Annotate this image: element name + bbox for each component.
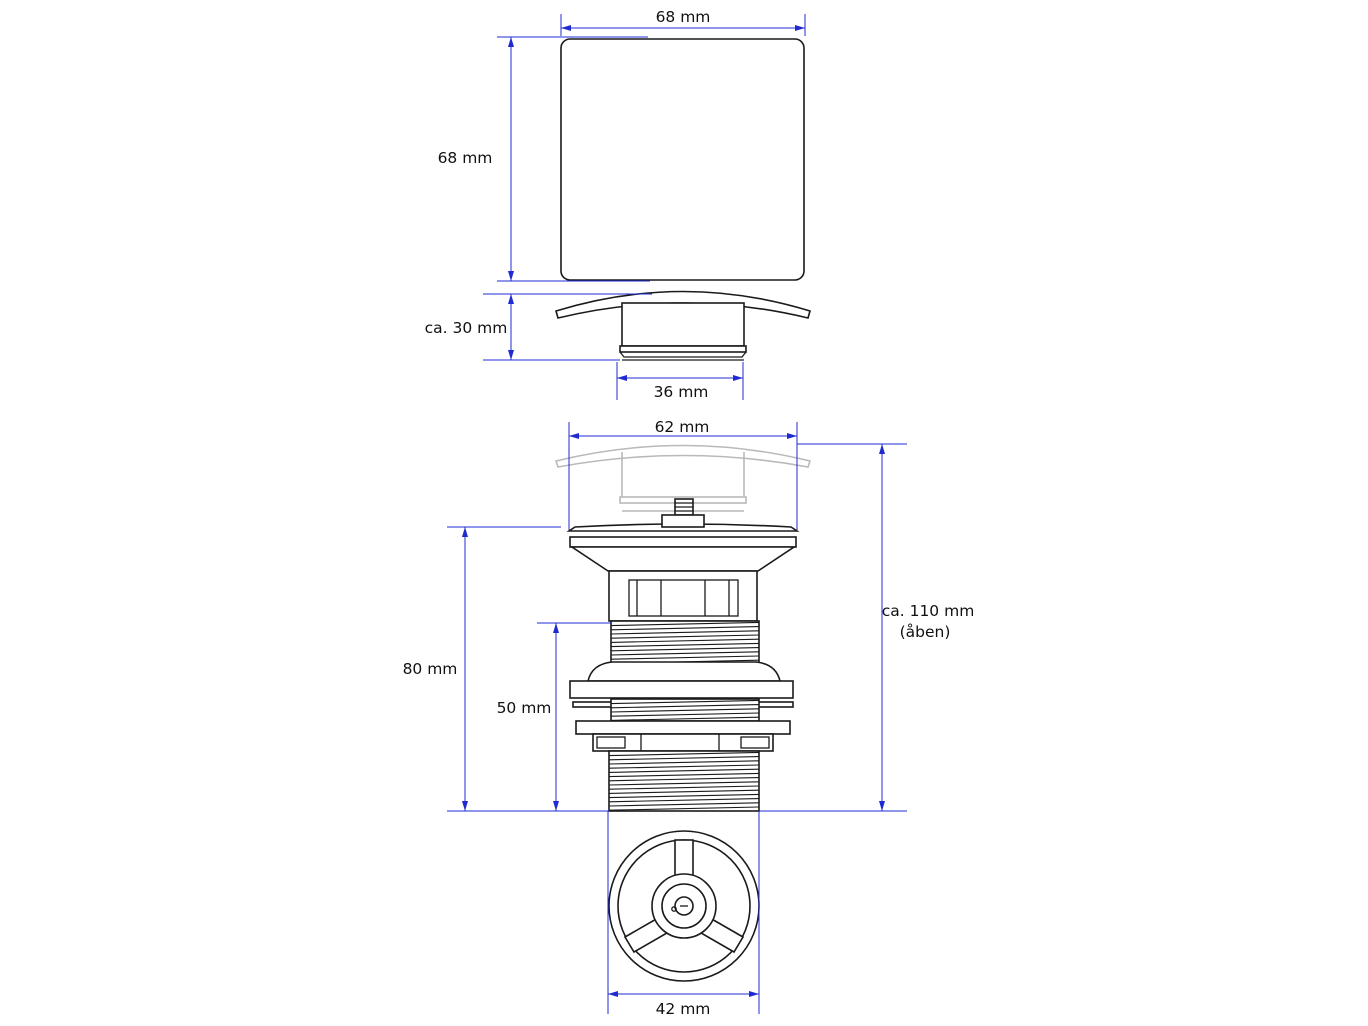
cap-side-view: [556, 292, 810, 361]
cap-top-view: [561, 39, 804, 280]
label-flange-width: 62 mm: [654, 418, 710, 436]
dim-body-height: [447, 527, 609, 811]
label-total-open-height-note: (åben): [899, 623, 951, 641]
body-cage: [609, 571, 757, 621]
label-cap-depth: ca. 30 mm: [424, 319, 508, 337]
closed-cap: [569, 499, 797, 531]
label-body-height: 80 mm: [402, 660, 458, 678]
label-cap-width: 68 mm: [655, 8, 711, 26]
dim-total-open-height: [759, 444, 907, 811]
lower-thread: [609, 751, 759, 811]
label-cap-height: 68 mm: [437, 149, 493, 167]
label-total-open-height: ca. 110 mm: [881, 602, 975, 620]
label-tail-diameter: 42 mm: [655, 1000, 711, 1018]
label-cap-stem: 36 mm: [653, 383, 709, 401]
label-thread-height: 50 mm: [496, 699, 552, 717]
dim-thread-height: [537, 623, 611, 811]
mid-thread: [611, 699, 759, 721]
bottom-view: [609, 831, 759, 981]
lock-nut: [576, 721, 790, 751]
flange: [570, 537, 796, 571]
upper-thread: [611, 621, 759, 664]
